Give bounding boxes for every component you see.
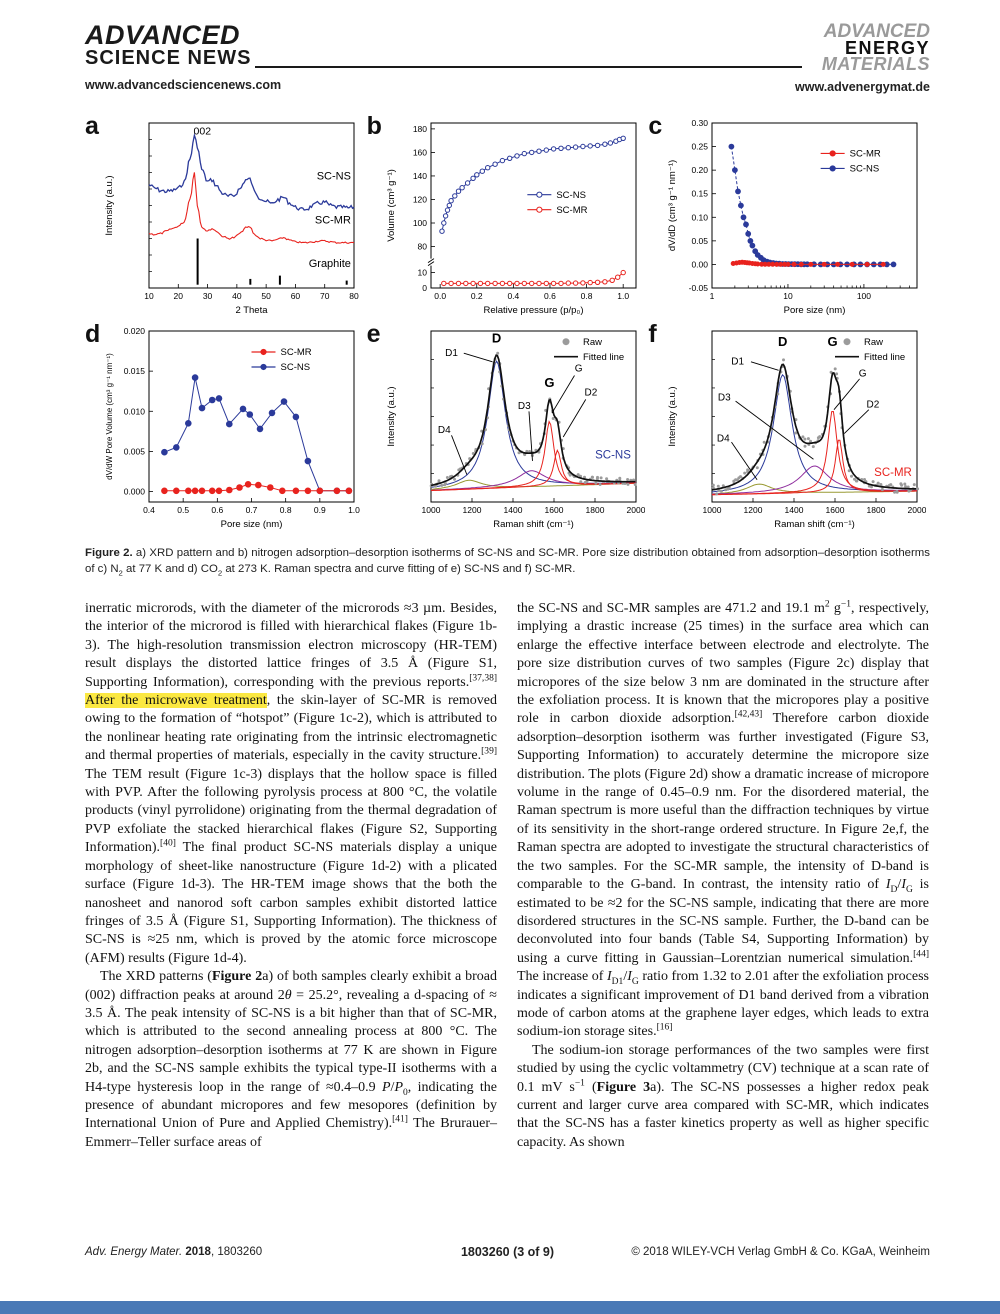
chart-c	[664, 116, 926, 318]
svg-text:100: 100	[857, 291, 872, 301]
svg-text:Raw: Raw	[582, 336, 602, 348]
advanced-science-news-logo	[85, 22, 251, 68]
svg-text:SC-MR: SC-MR	[280, 347, 312, 359]
svg-text:1200: 1200	[462, 505, 482, 515]
svg-text:dV/dD (cm³ g⁻¹ nm⁻¹): dV/dD (cm³ g⁻¹ nm⁻¹)	[667, 159, 679, 252]
svg-text:SC-NS: SC-NS	[594, 449, 631, 462]
svg-text:G: G	[574, 363, 583, 375]
figure-panel-c	[648, 112, 930, 320]
header	[85, 22, 930, 97]
chart-d	[101, 324, 363, 532]
footer-accent-bar	[0, 1301, 1000, 1314]
panel-letter: e	[366, 320, 381, 348]
svg-text:0.25: 0.25	[691, 141, 709, 152]
logo-line: ADVANCED	[823, 21, 930, 42]
paragraph: the SC-NS and SC-MR samples are 471.2 and 19.1 $m^2$ $g^{-1}$, respectively, implying a drastic increase (25 times) in the surface area which can enlarge the effective interface between electrode and electrolyte. The pore size distribution curves of two samples (Figure 2c) display that micropores of the size below 3 nm are dominated in the structure after the exfoliation process. It is known that the micropores play a positive role in carbon dioxide adsorption.[42,43] Therefore carbon dioxide adsorption–desorption isotherm was further investigated (Figure S3, Supporting Information) to accurately determine the micropore size distribution. The plots (Figure 2d) show a dramatic increase of micropore volume in the range of 0.45–0.9 nm. For the disordered material, the Raman spectrum is more useful than the diffraction techniques by virtue of its sensitivity in the short-range ordered structure. In Figure 2e,f, the Raman spectra are adopted to investigate the structural characteristics of the two samples. For the SC-MR sample, the intensity of D-band is comparable to the G-band. In contrast, the intensity ratio of $I_D/I_G$ is estimated to be ≈2 for the SC-NS sample, indicating that there are more disordered structures in the SC-NS sample. Further, the D-band can be deconvoluted into four bands (Table S4, Supporting Information) by using a curve fitting in Gaussian–Lorentzian numerical simulation.[44] The increase of $I_{D1}/I_G$ ratio from 1.32 to 2.01 after the exfoliation process indicates a significant improvement of D1 band derived from a vibration mode of carbon atoms at the graphene layer edges, which leads to extra sodium-ion storage sites.[16]	[517, 599, 930, 1040]
svg-text:SC-MR: SC-MR	[314, 214, 351, 227]
svg-text:70: 70	[319, 291, 330, 301]
svg-text:1: 1	[709, 291, 715, 301]
body-column-1	[85, 600, 497, 1152]
svg-text:1800: 1800	[866, 505, 886, 515]
svg-text:Raman shift (cm⁻¹): Raman shift (cm⁻¹)	[774, 519, 856, 530]
svg-text:0.020: 0.020	[123, 326, 145, 336]
svg-text:2000: 2000	[907, 505, 927, 515]
svg-text:100: 100	[412, 218, 427, 229]
svg-text:60: 60	[290, 291, 301, 301]
svg-text:1200: 1200	[743, 505, 763, 515]
svg-text:D4: D4	[437, 425, 451, 437]
svg-text:D3: D3	[517, 401, 531, 413]
logo-line: MATERIALS	[821, 54, 930, 74]
svg-text:0.2: 0.2	[470, 291, 483, 301]
footer-citation: Adv. Energy Mater. 2018, 1803260	[85, 1246, 263, 1258]
svg-text:0.15: 0.15	[691, 188, 709, 199]
svg-text:G: G	[827, 333, 838, 349]
svg-text:0.6: 0.6	[211, 505, 224, 515]
svg-text:G: G	[544, 374, 555, 390]
paragraph: inerratic microrods, with the diameter of the microrods ≈3 µm. Besides, the interior of the microrod is filled with hierarchical flakes (Figure 1b-3). The high-resolution transmission electron microscopy (HR-TEM) result displays the distorted lattice fringes of 3.5 Å (Figure S1, Supporting Information), corresponding with the previous reports.[37,38] After the microwave treatment, the skin-layer of SC-MR is removed owing to the formation of “hotspot” (Figure 1c-2), which is attributed to the nonlinear heating rate originating from the intrinsic electromagnetic and thermal properties of materials, especially in the cavity structure.[39] The TEM result (Figure 1c-3) displays that the hollow space is filled with PVP. After the following pyrolysis process at 800 °C, the volatile products (vinyl pyrrolidone) originating from the thermal degradation of PVP exfoliate the stacked hierarchical flakes (Figure S2, Supporting Information).[40] The final product SC-NS materials display a unique morphology of sheet-like nanostructure (Figure 1d-2) with a plicated surface (Figure 1d-3). The HR-TEM image shows that the both the nanosheet and nanorod soft carbon samples exhibit distorted lattice fringes of 3.5 Å (Figure S1, Supporting Information). The thickness of SC-NS is ≈25 nm, which is proved by the atomic force microscope (AFM) results (Figure 1d-4).	[85, 601, 497, 966]
svg-text:D3: D3	[718, 392, 732, 404]
svg-text:10: 10	[144, 291, 154, 301]
logo-line: ADVANCED	[85, 20, 241, 50]
svg-text:160: 160	[412, 147, 427, 158]
svg-text:0: 0	[421, 283, 427, 293]
article-body	[85, 600, 930, 1152]
figure-panel-f	[648, 320, 930, 534]
svg-text:0.0: 0.0	[433, 291, 446, 301]
svg-text:1800: 1800	[585, 505, 605, 515]
figure-caption: Figure 2. a) XRD pattern and b) nitrogen adsorption–desorption isotherms of SC-NS and SC-MR. Pore size distribution obtained from adsorption–desorption isotherms of c) $N_2$ at 77 K and d) $CO_2$ at 273 K. Raman spectra and curve fitting of e) SC-NS and f) SC-MR.	[85, 547, 930, 577]
logo-line: ENERGY	[844, 38, 930, 58]
svg-text:0.8: 0.8	[580, 291, 593, 301]
svg-text:0.30: 0.30	[691, 118, 709, 128]
svg-text:SC-MR: SC-MR	[874, 466, 913, 479]
advanced-energy-materials-logo	[821, 21, 930, 74]
svg-text:0.4: 0.4	[143, 505, 155, 515]
svg-text:50: 50	[261, 291, 271, 301]
svg-text:002: 002	[193, 125, 212, 138]
svg-text:40: 40	[232, 291, 242, 301]
svg-text:0.10: 0.10	[691, 212, 709, 223]
svg-text:1600: 1600	[544, 505, 564, 515]
svg-text:1.0: 1.0	[348, 505, 360, 515]
svg-text:0.7: 0.7	[245, 505, 258, 515]
svg-text:Graphite: Graphite	[308, 258, 351, 271]
svg-text:D1: D1	[731, 356, 745, 368]
svg-text:D2: D2	[866, 399, 880, 411]
svg-text:D: D	[778, 333, 788, 349]
figure-panel-d	[85, 320, 367, 534]
svg-text:Volume (cm³ g⁻¹): Volume (cm³ g⁻¹)	[385, 169, 397, 242]
figure-2	[85, 112, 930, 536]
panel-letter: f	[648, 320, 657, 348]
chart-e	[383, 324, 645, 532]
svg-text:Pore size (nm): Pore size (nm)	[783, 305, 846, 316]
svg-text:0.20: 0.20	[691, 165, 709, 176]
svg-text:0.8: 0.8	[279, 505, 292, 515]
svg-text:2000: 2000	[626, 505, 645, 515]
chart-f	[664, 324, 926, 532]
svg-text:1600: 1600	[825, 505, 845, 515]
svg-text:SC-NS: SC-NS	[280, 362, 311, 374]
svg-text:Fitted line: Fitted line	[864, 351, 906, 363]
svg-text:120: 120	[412, 194, 427, 205]
svg-text:1400: 1400	[784, 505, 804, 515]
svg-text:Relative pressure (p/p₀): Relative pressure (p/p₀)	[483, 305, 584, 316]
svg-text:D1: D1	[444, 348, 458, 360]
svg-text:0.4: 0.4	[507, 291, 519, 301]
svg-text:20: 20	[173, 291, 184, 301]
svg-text:0.010: 0.010	[123, 406, 145, 417]
svg-text:80: 80	[417, 241, 427, 252]
footer-page-number: 1803260 (3 of 9)	[460, 1245, 555, 1259]
panel-letter: d	[85, 320, 101, 348]
svg-text:Raw: Raw	[864, 336, 884, 348]
left-journal-url: www.advancedsciencenews.com	[85, 78, 282, 92]
svg-text:Intensity (a.u.): Intensity (a.u.)	[104, 175, 115, 236]
panel-letter: b	[366, 112, 382, 140]
svg-text:2 Theta: 2 Theta	[235, 305, 268, 316]
svg-text:140: 140	[412, 170, 427, 181]
svg-text:Pore size (nm): Pore size (nm)	[220, 519, 283, 530]
svg-text:D2: D2	[584, 387, 597, 399]
header-divider	[255, 66, 802, 68]
svg-text:SC-MR: SC-MR	[849, 148, 882, 160]
svg-text:30: 30	[202, 291, 213, 301]
footer-copyright: © 2018 WILEY-VCH Verlag GmbH & Co. KGaA, Weinheim	[631, 1246, 930, 1258]
panel-letter: c	[648, 112, 663, 140]
svg-text:0.000: 0.000	[123, 486, 145, 497]
logo-line: SCIENCE NEWS	[85, 47, 252, 69]
svg-text:1.0: 1.0	[616, 291, 629, 301]
svg-text:0.5: 0.5	[177, 505, 190, 515]
svg-text:D4: D4	[717, 433, 731, 445]
body-column-2	[517, 600, 929, 1152]
svg-text:10: 10	[417, 267, 427, 278]
svg-text:0.9: 0.9	[313, 505, 326, 515]
svg-text:SC-NS: SC-NS	[849, 163, 880, 175]
svg-text:0.00: 0.00	[691, 259, 709, 270]
svg-text:180: 180	[412, 123, 427, 134]
paragraph: The XRD patterns (Figure 2a) of both samples clearly exhibit a broad (002) diffraction peaks at around 2θ = 25.2°, revealing a d-spacing of ≈ 3.5 Å. The peak intensity of SC-NS is a bit higher than that of SC-MR, which is attributed to the second annealing process at 800 °C. The nitrogen adsorption–desorption isotherms at 77 K are shown in Figure 2b, and the SC-NS sample exhibits the typical type-II isotherms with a H4-type hysteresis loop in the range of ≈0.4–0.9 $P/P_0$, indicating the presence of abundant micropores and few mesopores (definition by International Union of Pure and Applied Chemistry).[41] The Brurauer–Emmerr–Teller surface areas of	[85, 969, 498, 1150]
svg-text:0.015: 0.015	[123, 366, 145, 377]
right-journal-url: www.advenergymat.de	[795, 80, 930, 94]
chart-b	[383, 116, 645, 318]
paragraph: The sodium-ion storage performances of the two samples were first studied by using the cyclic voltammetry (CV) technique at a scan rate of 0.1 mV $s^{-1}$ (Figure 3a). The SC-NS possesses a higher redox peak current and larger curve area compared with SC-MR, which indicates that the SC-NS has a faster kinetics property as well as higher specific capacity. As shown	[517, 1042, 930, 1150]
svg-text:Intensity (a.u.): Intensity (a.u.)	[385, 386, 397, 447]
svg-text:80: 80	[349, 291, 359, 301]
svg-text:0.6: 0.6	[543, 291, 556, 301]
svg-text:10: 10	[783, 291, 794, 301]
svg-text:SC-MR: SC-MR	[556, 204, 588, 216]
svg-text:Fitted line: Fitted line	[582, 351, 624, 363]
svg-text:1000: 1000	[702, 505, 722, 515]
svg-text:SC-NS: SC-NS	[556, 189, 586, 201]
svg-text:0.005: 0.005	[123, 446, 145, 457]
svg-text:0.05: 0.05	[691, 235, 709, 246]
panel-letter: a	[85, 112, 99, 140]
svg-text:G: G	[859, 368, 867, 380]
svg-text:SC-NS: SC-NS	[316, 170, 351, 183]
figure-panel-e	[366, 320, 649, 534]
svg-text:Raman shift (cm⁻¹): Raman shift (cm⁻¹)	[492, 519, 574, 530]
svg-text:1400: 1400	[503, 505, 523, 515]
svg-text:Intensity (a.u.): Intensity (a.u.)	[667, 386, 679, 447]
svg-text:1000: 1000	[421, 505, 441, 515]
figure-panel-a	[85, 112, 367, 320]
chart-a	[101, 116, 363, 318]
svg-text:dV/dW Pore Volume (cm³ g⁻¹ nm⁻: dV/dW Pore Volume (cm³ g⁻¹ nm⁻¹)	[105, 353, 114, 480]
svg-text:D: D	[491, 330, 501, 346]
svg-text:-0.05: -0.05	[688, 283, 709, 293]
figure-panel-b	[366, 112, 649, 320]
